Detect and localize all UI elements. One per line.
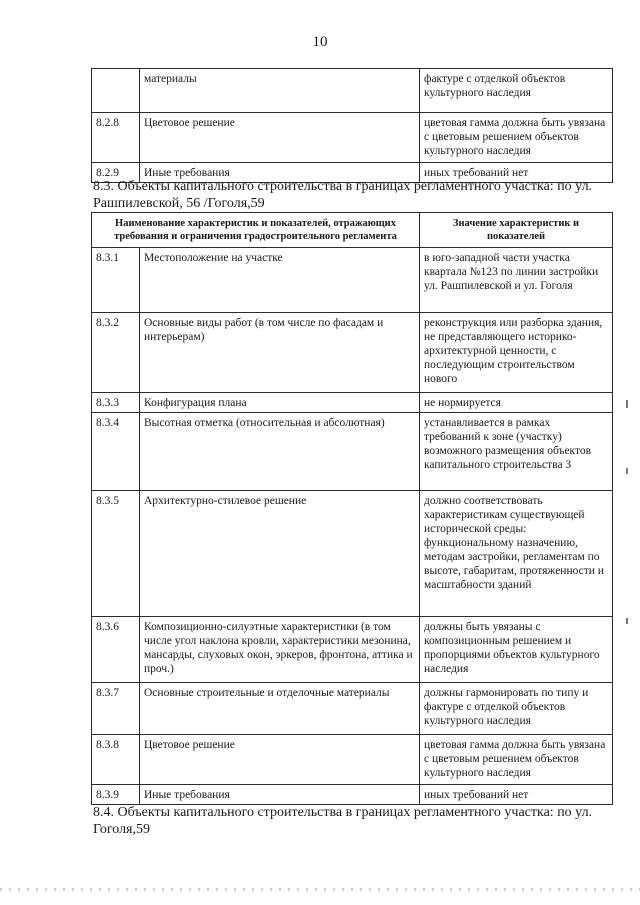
characteristic-value: должно соответствовать характеристикам существующей исторической среды: функциональному назначению, методам застройки, регламентам по высоте, габаритам, протяженности и масштабности зданий: [420, 491, 613, 617]
characteristic-name: Цветовое решение: [140, 113, 420, 163]
characteristic-value: не нормируется: [420, 393, 613, 413]
characteristic-name: Иные требования: [140, 163, 420, 183]
table-row: [92, 413, 613, 491]
characteristic-name: Конфигурация плана: [140, 393, 420, 413]
characteristic-name: Высотная отметка (относительная и абсолютная): [140, 413, 420, 491]
characteristic-value: устанавливается в рамках требований к зоне (участку) возможного размещения объектов капитального строительства 3: [420, 413, 613, 491]
table-row: [92, 393, 613, 413]
table-row: [92, 248, 613, 313]
characteristic-value: реконструкция или разборка здания, не представляющего историко-архитектурной ценности, с последующим строительством нового: [420, 313, 613, 393]
characteristic-name: Основные виды работ (в том числе по фасадам и интерьерам): [140, 313, 420, 393]
characteristic-value: иных требований нет: [420, 163, 613, 183]
characteristic-name: Местоположение на участке: [140, 248, 420, 313]
row-number: [92, 69, 140, 113]
row-number: 8.3.3: [92, 393, 140, 413]
row-number: 8.3.5: [92, 491, 140, 617]
table-section-82-continued: [91, 68, 613, 183]
table-row: [92, 113, 613, 163]
characteristic-name: Основные строительные и отделочные материалы: [140, 683, 420, 735]
section-83-heading: 8.3. Объекты капитального строительства в границах регламентного участка: по ул. Рашпилевской, 56 /Гоголя,59: [93, 179, 593, 211]
characteristic-value: иных требований нет: [420, 785, 613, 805]
page-number: 10: [312, 34, 328, 50]
table-row: [92, 491, 613, 617]
scan-edge-mark: [626, 400, 628, 408]
characteristic-name: Иные требования: [140, 785, 420, 805]
row-number: 8.2.9: [92, 163, 140, 183]
table-row: [92, 735, 613, 785]
table-row: [92, 683, 613, 735]
characteristic-name: Архитектурно-стилевое решение: [140, 491, 420, 617]
table-header-row: [92, 213, 613, 248]
row-number: 8.3.7: [92, 683, 140, 735]
characteristic-name: Цветовое решение: [140, 735, 420, 785]
table-row: [92, 313, 613, 393]
table-row: [92, 617, 613, 683]
table-section-83: [91, 212, 613, 805]
row-number: 8.3.8: [92, 735, 140, 785]
row-number: 8.3.6: [92, 617, 140, 683]
scan-artifact-line: [0, 888, 640, 891]
row-number: 8.3.4: [92, 413, 140, 491]
characteristic-name: Композиционно-силуэтные характеристики (в том числе угол наклона кровли, характеристики мезонина, мансарды, слуховых окон, эркеров, фронтона, аттика и проч.): [140, 617, 420, 683]
row-number: 8.3.9: [92, 785, 140, 805]
section-84-heading: 8.4. Объекты капитального строительства в границах регламентного участка: по ул. Гоголя,59: [93, 805, 593, 837]
characteristic-value: должны быть увязаны с композиционным решением и пропорциями объектов культурного наследия: [420, 617, 613, 683]
characteristic-value: должны гармонировать по типу и фактуре с отделкой объектов культурного наследия: [420, 683, 613, 735]
column-header-name: Наименование характеристик и показателей, отражающих требования и ограничения градостроительного регламента: [92, 213, 420, 248]
table-row: [92, 69, 613, 113]
row-number: 8.3.1: [92, 248, 140, 313]
characteristic-value: цветовая гамма должна быть увязана с цветовым решением объектов культурного наследия: [420, 113, 613, 163]
row-number: 8.2.8: [92, 113, 140, 163]
row-number: 8.3.2: [92, 313, 140, 393]
characteristic-value: цветовая гамма должна быть увязана с цветовым решением объектов культурного наследия: [420, 735, 613, 785]
characteristic-value: фактуре с отделкой объектов культурного наследия: [420, 69, 613, 113]
column-header-value: Значение характеристик и показателей: [420, 213, 613, 248]
scan-edge-mark: [626, 618, 628, 624]
scan-edge-mark: [626, 468, 628, 474]
characteristic-name: материалы: [140, 69, 420, 113]
characteristic-value: в юго-западной части участка квартала №123 по линии застройки ул. Рашпилевской и ул. Гоголя: [420, 248, 613, 313]
table-row: [92, 785, 613, 805]
